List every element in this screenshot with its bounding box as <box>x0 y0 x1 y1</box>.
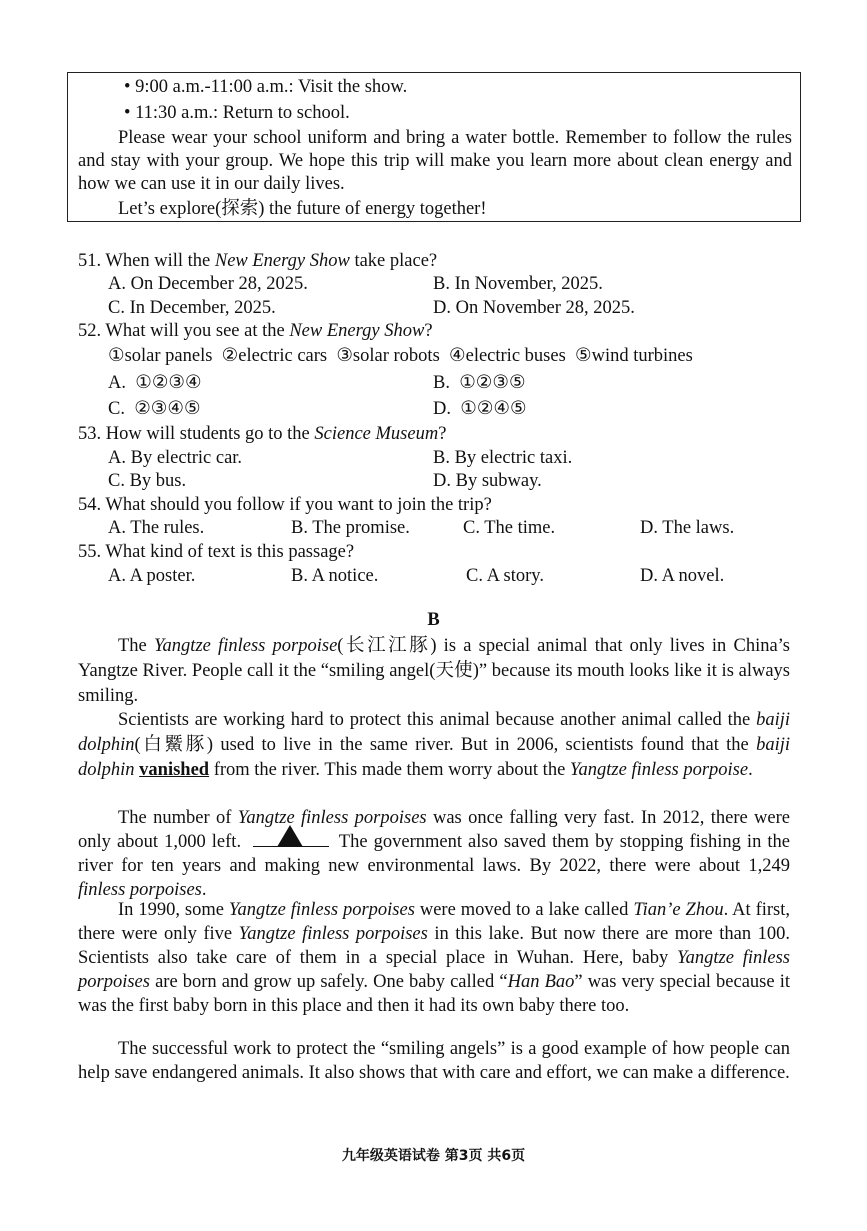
notice-bullet-1: • 9:00 a.m.-11:00 a.m.: Visit the show. <box>124 77 408 97</box>
passage-b-paragraph-1: The Yangtze finless porpoise(长江江豚) is a special animal that only lives in China’s Yangtze River. People call it the “smiling angel(天使)” because its mouth looks like it is always smiling. <box>78 636 791 706</box>
question-54-option-a[interactable]: A. The rules. <box>108 518 205 538</box>
question-52-stem: 52. What will you see at the New Energy Show? <box>78 321 433 341</box>
notice-paragraph: Please wear your school uniform and bring a water bottle. Remember to follow the rules and stay with your group. We hope this trip will make you learn more about clean energy and how we can use it in our daily lives. <box>78 128 792 194</box>
vanished-underlined-word: vanished <box>139 760 210 780</box>
answer-blank[interactable] <box>253 830 329 847</box>
question-54-option-d[interactable]: D. The laws. <box>640 518 735 538</box>
question-51-stem: 51. When will the New Energy Show take place? <box>78 251 438 271</box>
passage-b-paragraph-4: In 1990, some Yangtze finless porpoises were moved to a lake called Tian’e Zhou. At first, there were only five Yangtze finless porpoises in this lake. But now there are more than 100. Scientists also take care of them in a special place in Wuhan. Here, baby Yangtze finless porpoises are born and grow up safely. One baby called “Han Bao” was very special because it was the first baby born in this place and then it had its own baby there too. <box>78 900 791 1016</box>
question-54-stem: 54. What should you follow if you want to join the trip? <box>78 495 492 515</box>
question-53-option-a[interactable]: A. By electric car. <box>108 448 243 468</box>
triangle-marker-icon <box>277 825 303 847</box>
question-51-option-c[interactable]: C. In December, 2025. <box>108 298 276 318</box>
question-51-option-a[interactable]: A. On December 28, 2025. <box>108 274 308 294</box>
passage-b-paragraph-5: The successful work to protect the “smiling angels” is a good example of how people can help save endangered animals. It also shows that with care and effort, we can make a difference. <box>78 1039 790 1083</box>
question-55-stem: 55. What kind of text is this passage? <box>78 542 355 562</box>
question-52-items: ①solar panels ②electric cars ③solar robots ④electric buses ⑤wind turbines <box>108 346 693 366</box>
question-52-option-b[interactable]: B. ①②③⑤ <box>433 373 526 393</box>
passage-b-paragraph-2: Scientists are working hard to protect this animal because another animal called the baiji dolphin(白鱀豚) used to live in the same river. But in 2006, scientists found that the baiji dolphin vanished from the river. This made them worry about the Yangtze finless porpoise. <box>78 710 790 780</box>
question-55-option-b[interactable]: B. A notice. <box>291 566 379 586</box>
question-53-option-b[interactable]: B. By electric taxi. <box>433 448 573 468</box>
question-55-option-d[interactable]: D. A novel. <box>640 566 725 586</box>
question-54-option-c[interactable]: C. The time. <box>463 518 556 538</box>
question-51-option-d[interactable]: D. On November 28, 2025. <box>433 298 635 318</box>
passage-b-paragraph-3: The number of Yangtze finless porpoises was once falling very fast. In 2012, there were only about 1,000 left. The government also saved them by stopping fishing in the river for ten years and making new environmental laws. By 2022, there were about 1,249 finless porpoises. <box>78 808 790 900</box>
question-52-option-a[interactable]: A. ①②③④ <box>108 373 202 393</box>
question-55-option-a[interactable]: A. A poster. <box>108 566 196 586</box>
question-53-stem: 53. How will students go to the Science Museum? <box>78 424 447 444</box>
question-52-option-d[interactable]: D. ①②④⑤ <box>433 399 527 419</box>
passage-b-heading: B <box>427 610 440 630</box>
page-footer: 九年级英语试卷 第3页 共6页 <box>341 1148 526 1164</box>
question-53-option-c[interactable]: C. By bus. <box>108 471 187 491</box>
notice-bullet-2: • 11:30 a.m.: Return to school. <box>124 103 350 123</box>
question-54-option-b[interactable]: B. The promise. <box>291 518 410 538</box>
question-53-option-d[interactable]: D. By subway. <box>433 471 542 491</box>
question-55-option-c[interactable]: C. A story. <box>466 566 544 586</box>
notice-closing: Let’s explore(探索) the future of energy together! <box>118 199 487 219</box>
question-51-option-b[interactable]: B. In November, 2025. <box>433 274 603 294</box>
question-52-option-c[interactable]: C. ②③④⑤ <box>108 399 201 419</box>
